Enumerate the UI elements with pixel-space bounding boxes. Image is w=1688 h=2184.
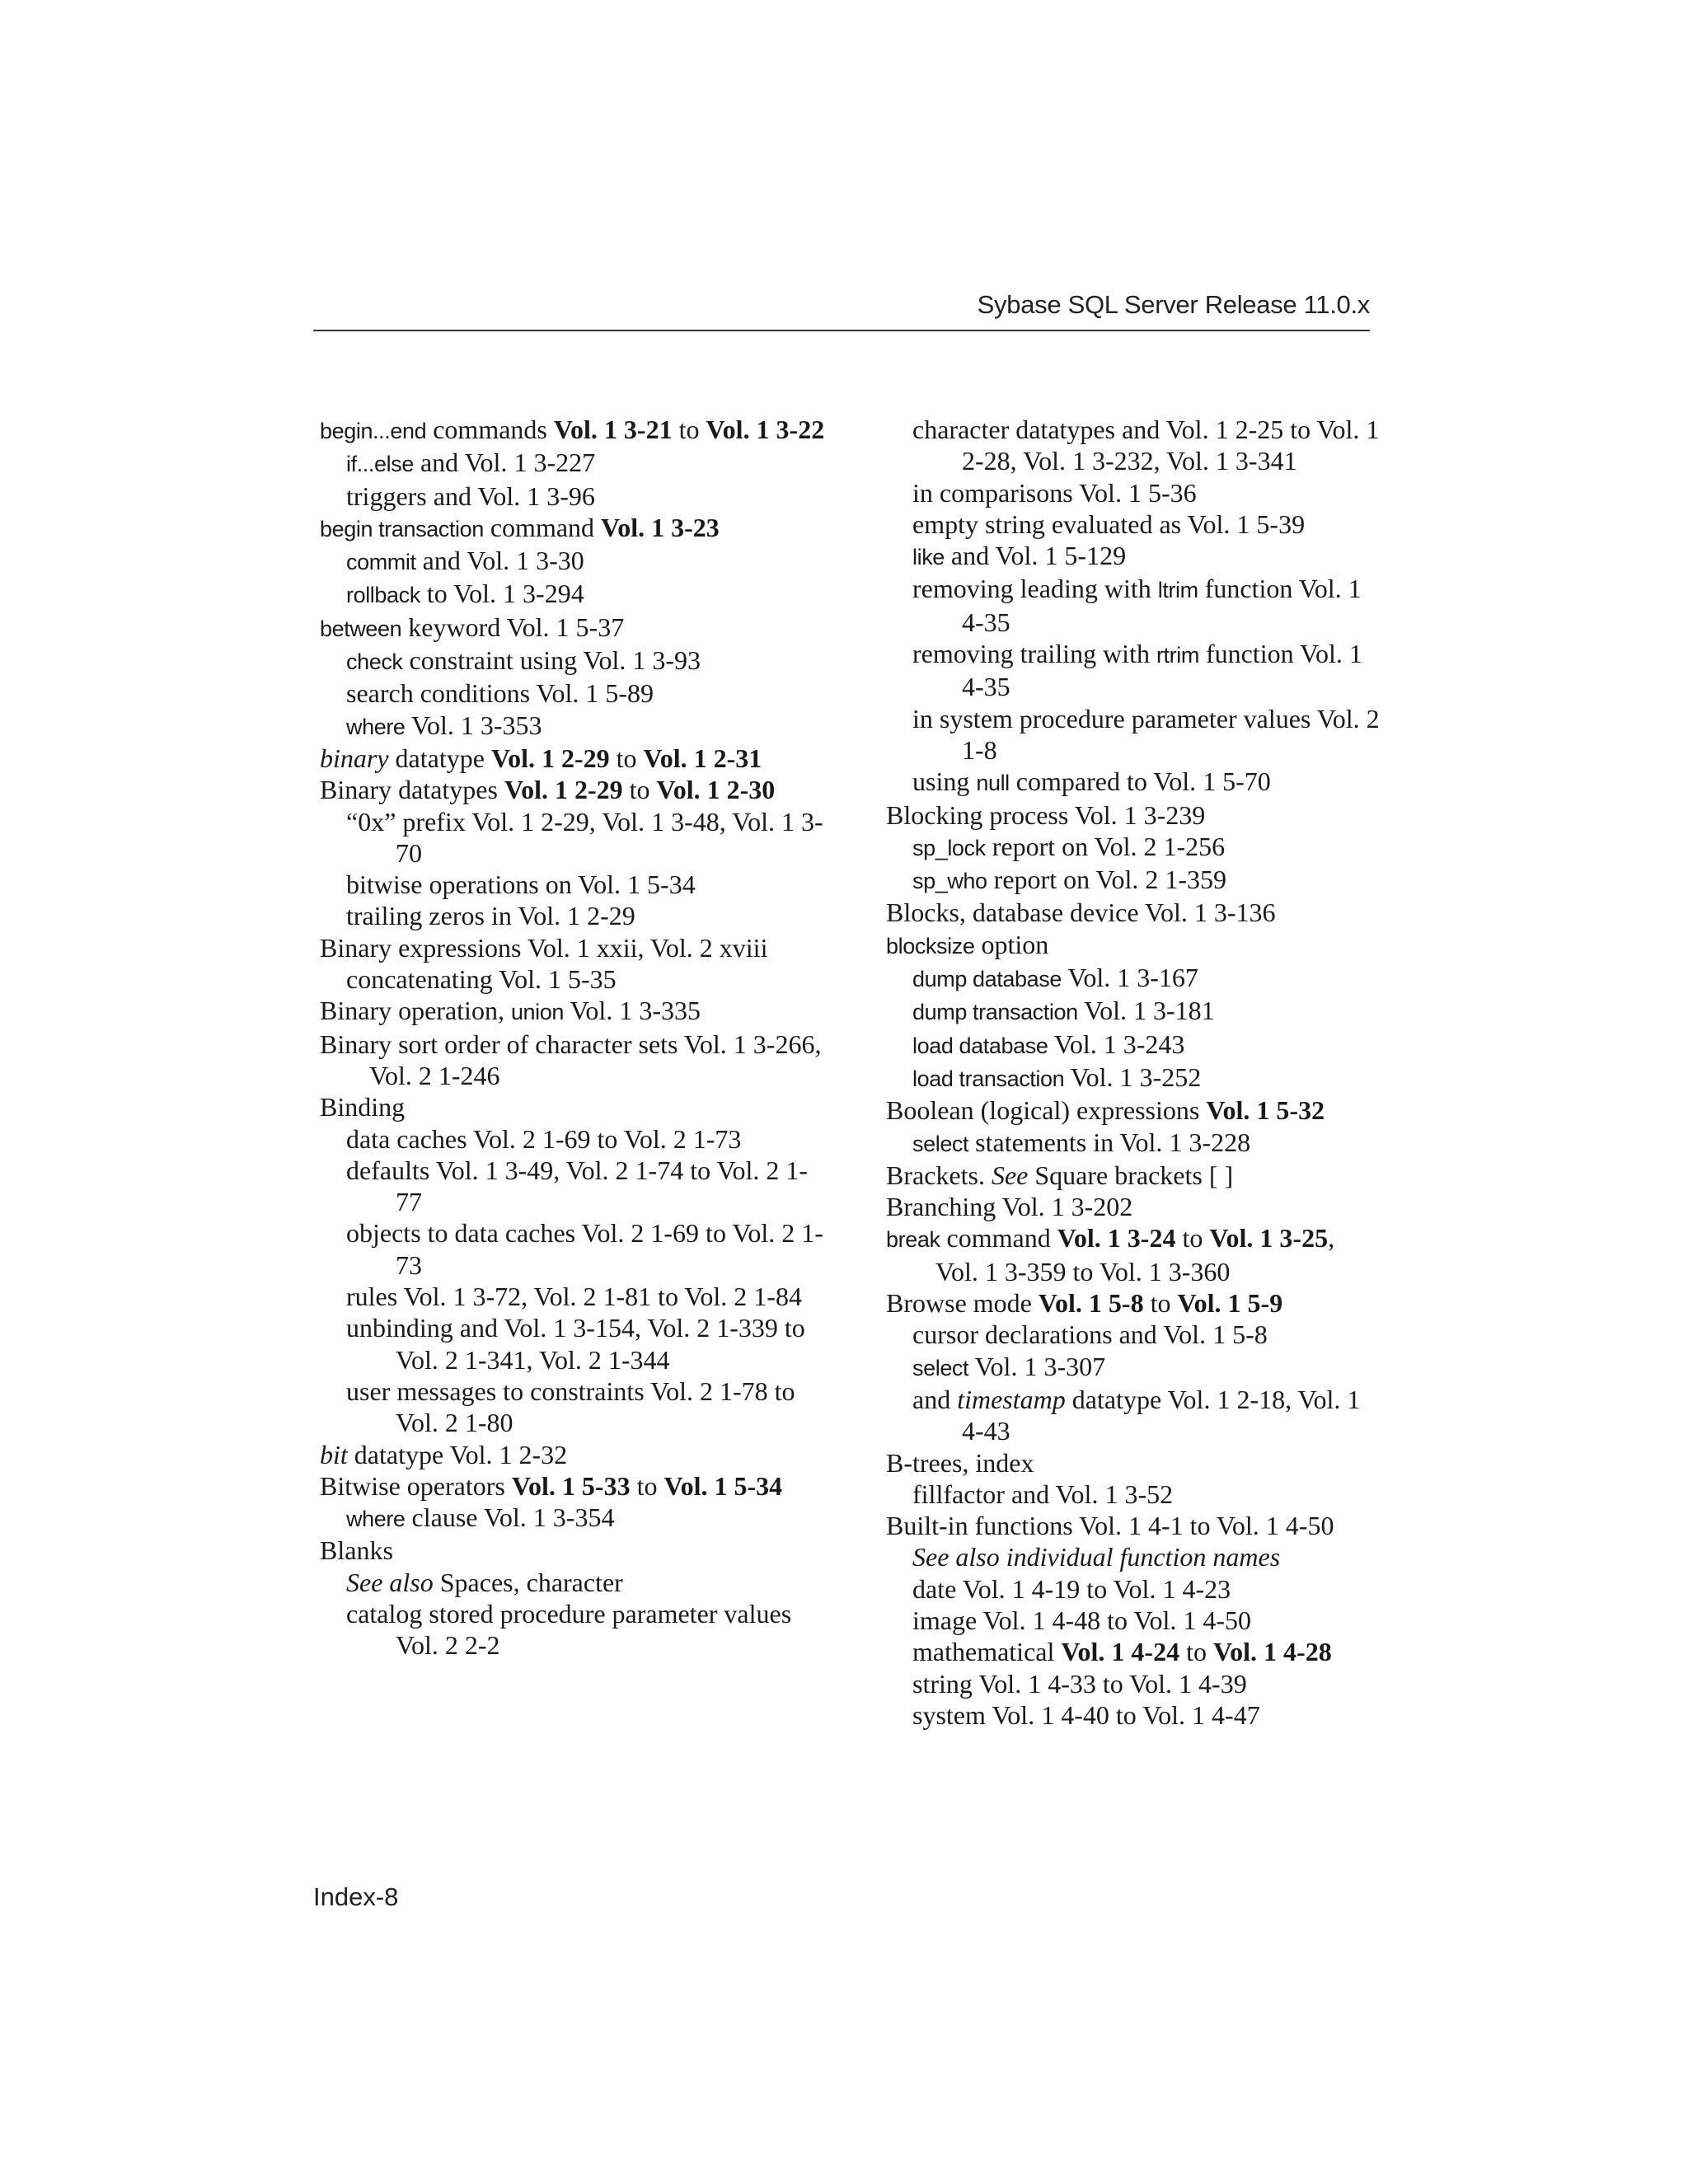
index-entry <box>320 743 831 774</box>
entry-text: character datatypes and Vol. 1 2-25 to Vol. 1 2-28, Vol. 1 3-232, Vol. 1 3-341 <box>912 415 1380 476</box>
index-subentry <box>320 1598 831 1661</box>
entry-text: Spaces, character <box>433 1567 623 1597</box>
entry-text: B-trees, index <box>886 1447 1034 1478</box>
code-term: load database <box>912 1033 1048 1058</box>
code-term: select <box>912 1131 969 1156</box>
entry-text: bitwise operations on Vol. 1 5-34 <box>346 869 696 900</box>
index-subentry <box>320 1376 831 1439</box>
index-subentry <box>886 995 1381 1028</box>
page-reference: Vol. 1 3-22 <box>706 415 825 444</box>
page-reference: Vol. 1 2-29 <box>490 743 610 773</box>
code-term: blocksize <box>886 933 975 958</box>
page-reference: Vol. 1 4-24 <box>1061 1637 1180 1667</box>
entry-text: Vol. 1 3-243 <box>1048 1029 1185 1059</box>
code-term: where <box>346 714 406 739</box>
entry-text: date Vol. 1 4-19 to Vol. 1 4-23 <box>912 1573 1231 1604</box>
index-entry <box>320 1029 831 1092</box>
index-subentry <box>886 1668 1381 1699</box>
entry-text: “0x” prefix Vol. 1 2-29, Vol. 1 3-48, Vol. 1 3-70 <box>346 806 823 868</box>
index-subentry <box>886 831 1381 864</box>
entry-text: Vol. 1 3-307 <box>968 1351 1106 1381</box>
entry-text: empty string evaluated as Vol. 1 5-39 <box>912 509 1306 539</box>
entry-text: See <box>991 1160 1029 1190</box>
page-number: Index-8 <box>313 1882 399 1911</box>
entry-text: compared to Vol. 1 5-70 <box>1009 766 1271 797</box>
entry-text: keyword Vol. 1 5-37 <box>401 612 625 642</box>
index-subentry <box>320 677 831 709</box>
entry-text: defaults Vol. 1 3-49, Vol. 2 1-74 to Vol. 2 1-77 <box>346 1155 809 1217</box>
index-entry <box>886 929 1381 962</box>
index-subentry <box>320 578 831 611</box>
index-subentry <box>320 869 831 900</box>
index-subentry <box>320 447 831 480</box>
page-reference: Vol. 1 3-24 <box>1057 1223 1176 1254</box>
entry-text: bit <box>320 1439 348 1469</box>
index-subentry <box>886 1319 1381 1350</box>
entry-text: Vol. 1 3-335 <box>564 996 701 1026</box>
entry-text: report on Vol. 2 1-256 <box>985 831 1226 861</box>
entry-text: using <box>912 766 977 797</box>
entry-text: commands <box>426 415 554 444</box>
index-subentry <box>886 962 1381 995</box>
index-subentry <box>886 1636 1381 1667</box>
index-entry <box>886 1160 1381 1191</box>
index-subentry <box>886 1541 1381 1572</box>
index-entry <box>886 897 1381 928</box>
page-reference: Vol. 1 2-29 <box>504 775 623 805</box>
index-subentry <box>320 1502 831 1535</box>
page-reference: Vol. 1 5-9 <box>1177 1288 1283 1319</box>
entry-text: Blanks <box>320 1535 393 1566</box>
code-term: between <box>320 616 402 641</box>
entry-text: Browse mode <box>886 1288 1039 1319</box>
index-subentry <box>886 1479 1381 1510</box>
index-subentry <box>320 900 831 931</box>
code-term: load transaction <box>912 1066 1065 1091</box>
entry-text: Square brackets [ ] <box>1028 1160 1234 1190</box>
index-subentry <box>886 1699 1381 1731</box>
index-entry <box>320 932 831 963</box>
page-reference: Vol. 1 2-30 <box>656 775 776 805</box>
index-subentry <box>886 1062 1381 1094</box>
entry-text: Vol. 1 3-252 <box>1064 1062 1202 1092</box>
index-entry <box>886 1510 1381 1541</box>
code-term: select <box>912 1355 969 1380</box>
entry-text: See also <box>346 1567 434 1597</box>
code-term: like <box>912 545 945 570</box>
index-column-left <box>320 414 831 1661</box>
index-subentry <box>320 1312 831 1376</box>
entry-text: Blocks, database device Vol. 1 3-136 <box>886 898 1276 928</box>
index-entry <box>320 995 831 1028</box>
entry-text: to Vol. 1 3-294 <box>420 579 584 609</box>
index-entry <box>320 1091 831 1122</box>
entry-text: See also individual function names <box>912 1542 1281 1572</box>
index-subentry <box>886 509 1381 540</box>
index-entry <box>320 512 831 545</box>
code-term: dump database <box>912 967 1062 992</box>
entry-text: in comparisons Vol. 1 5-36 <box>912 477 1197 508</box>
page-reference: Vol. 1 2-31 <box>643 743 762 773</box>
entry-text: mathematical <box>912 1637 1062 1667</box>
entry-text: datatype <box>388 743 491 773</box>
entry-text: Vol. 1 3-181 <box>1077 996 1215 1026</box>
entry-text: and Vol. 1 5-129 <box>944 541 1127 571</box>
index-entry <box>320 1439 831 1470</box>
entry-text: binary <box>320 743 389 773</box>
entry-text: Branching Vol. 1 3-202 <box>886 1192 1133 1222</box>
code-term: ltrim <box>1157 578 1198 603</box>
entry-text: Binary datatypes <box>320 775 504 805</box>
entry-text: removing leading with <box>912 574 1158 604</box>
entry-text: Binary operation, <box>320 996 511 1026</box>
page-reference: Vol. 1 4-28 <box>1212 1637 1332 1667</box>
page-reference: Vol. 1 3-21 <box>553 415 673 444</box>
entry-text: option <box>974 929 1049 959</box>
entry-text: to <box>672 415 706 444</box>
index-subentry <box>320 1567 831 1598</box>
entry-text: function Vol. 1 4-35 <box>962 639 1362 702</box>
entry-text: triggers and Vol. 1 3-96 <box>346 480 595 511</box>
entry-text: command <box>483 512 602 542</box>
entry-text: in system procedure parameter values Vol. 2 1-8 <box>912 703 1380 765</box>
page-reference: Vol. 1 5-8 <box>1038 1288 1144 1319</box>
entry-text: search conditions Vol. 1 5-89 <box>346 678 654 709</box>
entry-text: to <box>1143 1288 1178 1319</box>
entry-text: datatype Vol. 1 2-32 <box>347 1439 568 1469</box>
code-term: if...else <box>346 452 414 477</box>
index-subentry <box>320 545 831 578</box>
index-subentry <box>886 540 1381 573</box>
entry-text: Vol. 1 3-167 <box>1061 963 1198 993</box>
entry-text: to <box>609 743 644 773</box>
entry-text: removing trailing with <box>912 639 1156 669</box>
entry-text: Blocking process Vol. 1 3-239 <box>886 799 1206 830</box>
entry-text: statements in Vol. 1 3-228 <box>968 1127 1251 1157</box>
entry-text: fillfactor and Vol. 1 3-52 <box>912 1479 1174 1509</box>
index-subentry <box>320 1217 831 1281</box>
index-subentry <box>886 638 1381 703</box>
entry-text: clause Vol. 1 3-354 <box>405 1502 615 1533</box>
index-subentry <box>320 963 831 995</box>
entry-text: command <box>940 1223 1057 1254</box>
entry-text: image Vol. 1 4-48 to Vol. 1 4-50 <box>912 1605 1251 1635</box>
index-entry <box>320 414 831 447</box>
index-subentry <box>320 1281 831 1312</box>
entry-text: system Vol. 1 4-40 to Vol. 1 4-47 <box>912 1699 1260 1730</box>
code-term: where <box>346 1507 406 1532</box>
index-subentry <box>320 806 831 869</box>
entry-text: function Vol. 1 4-35 <box>962 574 1362 637</box>
index-entry <box>886 1191 1381 1222</box>
index-subentry <box>886 1351 1381 1384</box>
entry-text: and <box>912 1384 958 1414</box>
entry-text: data caches Vol. 2 1-69 to Vol. 2 1-73 <box>346 1123 742 1154</box>
page-reference: Vol. 1 3-23 <box>601 512 720 542</box>
entry-text: unbinding and Vol. 1 3-154, Vol. 2 1-339 to Vol. 2 1-341, Vol. 2 1-344 <box>346 1313 805 1375</box>
page-reference: Vol. 1 5-33 <box>511 1470 631 1501</box>
page-reference: Vol. 1 5-32 <box>1206 1095 1325 1126</box>
entry-text: Boolean (logical) expressions <box>886 1095 1207 1126</box>
index-subentry <box>886 864 1381 897</box>
index-entry <box>320 1470 831 1502</box>
index-subentry <box>886 414 1381 477</box>
index-subentry <box>886 1127 1381 1160</box>
index-entry <box>886 799 1381 831</box>
code-term: begin transaction <box>320 516 484 541</box>
index-subentry <box>886 1384 1381 1447</box>
index-subentry <box>886 766 1381 799</box>
code-term: null <box>976 771 1010 796</box>
code-term: dump transaction <box>912 1000 1078 1025</box>
entry-text: user messages to constraints Vol. 2 1-78 to Vol. 2 1-80 <box>346 1376 795 1438</box>
entry-text: to <box>622 775 657 805</box>
entry-text: Binding <box>320 1092 406 1122</box>
entry-text: catalog stored procedure parameter values Vol. 2 2-2 <box>346 1598 792 1661</box>
index-subentry <box>320 480 831 512</box>
index-subentry <box>320 1155 831 1218</box>
index-column-right <box>886 414 1381 1731</box>
code-term: commit <box>346 550 416 575</box>
entry-text: and Vol. 1 3-227 <box>413 448 596 478</box>
page-reference: Vol. 1 5-34 <box>663 1470 783 1501</box>
entry-text: objects to data caches Vol. 2 1-69 to Vol. 2 1-73 <box>346 1218 823 1280</box>
page-reference: Vol. 1 3-25 <box>1209 1223 1329 1254</box>
entry-text: Binary sort order of character sets Vol. 1 3-266, Vol. 2 1-246 <box>320 1029 822 1090</box>
entry-text: Bitwise operators <box>320 1470 512 1501</box>
index-subentry <box>320 644 831 677</box>
index-subentry <box>886 1573 1381 1605</box>
code-term: sp_lock <box>912 835 986 860</box>
index-subentry <box>320 1123 831 1155</box>
index-entry <box>886 1287 1381 1319</box>
header-rule <box>313 330 1370 331</box>
entry-text: Binary expressions Vol. 1 xxii, Vol. 2 xviii <box>320 932 768 963</box>
index-subentry <box>320 710 831 743</box>
entry-text: report on Vol. 2 1-359 <box>987 865 1227 895</box>
entry-text: timestamp <box>957 1384 1066 1414</box>
index-entry <box>320 1535 831 1566</box>
index-subentry <box>886 573 1381 638</box>
code-term: begin...end <box>320 419 427 443</box>
entry-text: constraint using Vol. 1 3-93 <box>402 645 701 676</box>
index-entry <box>886 1094 1381 1126</box>
index-subentry <box>886 477 1381 509</box>
code-term: rollback <box>346 583 420 608</box>
entry-text: to <box>630 1470 664 1501</box>
entry-text: to <box>1179 1637 1213 1667</box>
code-term: rtrim <box>1156 643 1199 668</box>
entry-text: concatenating Vol. 1 5-35 <box>346 964 617 995</box>
index-entry <box>886 1222 1381 1287</box>
index-subentry <box>886 1605 1381 1636</box>
entry-text: rules Vol. 1 3-72, Vol. 2 1-81 to Vol. 2 1-84 <box>346 1282 802 1312</box>
code-term: sp_who <box>912 869 987 894</box>
entry-text: trailing zeros in Vol. 1 2-29 <box>346 901 635 931</box>
code-term: union <box>510 1000 565 1025</box>
entry-text: , Vol. 1 3-359 to Vol. 1 3-360 <box>935 1223 1335 1286</box>
entry-text: Built-in functions Vol. 1 4-1 to Vol. 1 4-50 <box>886 1511 1334 1541</box>
code-term: check <box>346 649 403 675</box>
index-subentry <box>886 703 1381 766</box>
entry-text: datatype Vol. 1 2-18, Vol. 1 4-43 <box>962 1384 1361 1446</box>
index-subentry <box>886 1029 1381 1062</box>
entry-text: cursor declarations and Vol. 1 5-8 <box>912 1319 1268 1350</box>
index-entry <box>320 774 831 805</box>
entry-text: Vol. 1 3-353 <box>405 710 542 740</box>
entry-text: to <box>1175 1223 1210 1254</box>
index-entry <box>886 1447 1381 1479</box>
entry-text: Brackets. <box>886 1160 992 1190</box>
index-entry <box>320 612 831 644</box>
running-header: Sybase SQL Server Release 11.0.x <box>977 290 1370 319</box>
entry-text: and Vol. 1 3-30 <box>415 546 584 576</box>
code-term: break <box>886 1227 940 1253</box>
entry-text: string Vol. 1 4-33 to Vol. 1 4-39 <box>912 1668 1247 1699</box>
